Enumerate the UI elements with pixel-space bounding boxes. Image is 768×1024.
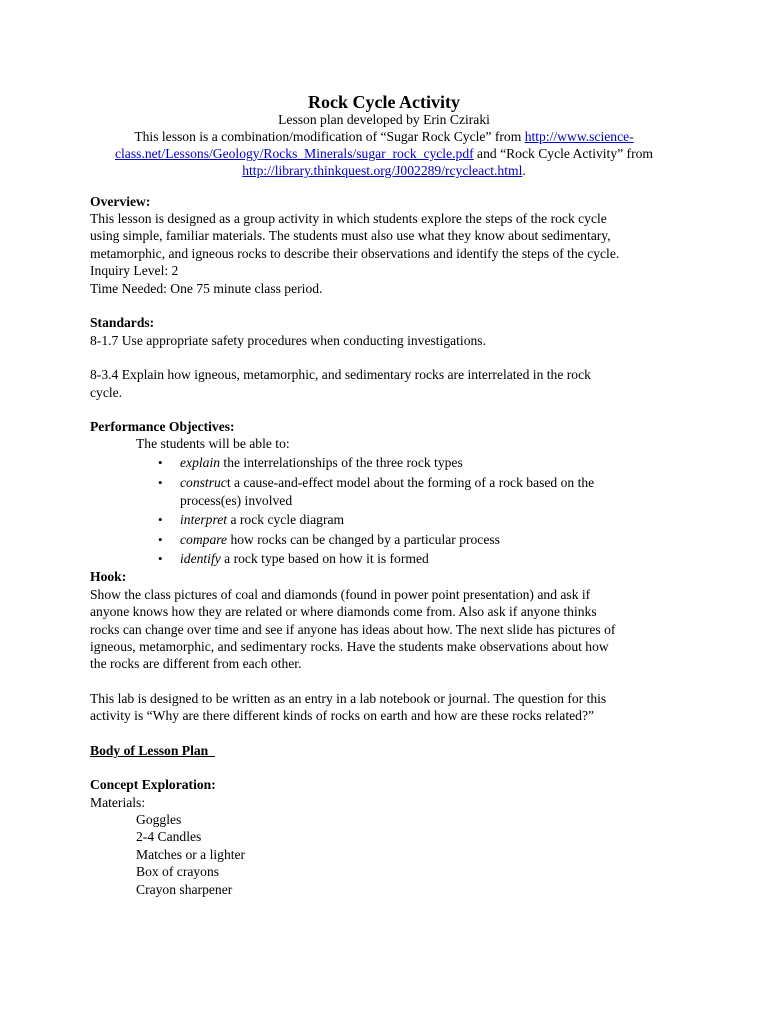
- lab-line: activity is “Why are there different kinds of rocks on earth and how are these rocks related?”: [90, 708, 595, 723]
- objective-text: the interrelationships of the three rock types: [220, 455, 463, 470]
- thinkquest-link[interactable]: http://library.thinkquest.org/J002289/rcycleact.html: [242, 163, 523, 178]
- overview-line: using simple, familiar materials. The students must also use what they know about sedimentary,: [90, 228, 611, 243]
- material-item: Matches or a lighter: [136, 847, 246, 862]
- time-needed: Time Needed: One 75 minute class period.: [90, 281, 323, 296]
- objective-item: [180, 454, 463, 471]
- intro-line-1: [0, 128, 768, 145]
- sugar-rock-link-part2[interactable]: class.net/Lessons/Geology/Rocks_Minerals/sugar_rock_cycle.pdf: [115, 146, 474, 161]
- overview-heading: Overview:: [90, 194, 151, 209]
- hook-line: igneous, metamorphic, and sedimentary rocks. Have the students make observations about how: [90, 639, 609, 654]
- material-item: Box of crayons: [136, 864, 220, 879]
- bullet-marker: •: [158, 475, 163, 490]
- objective-text: a rock type based on how it is formed: [220, 551, 429, 566]
- document-title: Rock Cycle Activity: [308, 92, 460, 112]
- standards-heading: Standards:: [90, 315, 155, 330]
- intro-text-1: This lesson is a combination/modification of “Sugar Rock Cycle” from: [134, 129, 525, 144]
- objective-verb: explain: [180, 455, 221, 470]
- body-of-lesson-heading: Body of Lesson Plan: [90, 743, 216, 758]
- hook-line: rocks can change over time and see if anyone has ideas about how. The next slide has pictures of: [90, 622, 616, 637]
- standard-item: 8-1.7 Use appropriate safety procedures when conducting investigations.: [90, 333, 486, 348]
- overview-line: This lesson is designed as a group activity in which students explore the steps of the rock cycle: [90, 211, 607, 226]
- standard-item: 8-3.4 Explain how igneous, metamorphic, and sedimentary rocks are interrelated in the rock: [90, 367, 591, 382]
- hook-line: Show the class pictures of coal and diamonds (found in power point presentation) and ask if: [90, 587, 591, 602]
- material-item: 2-4 Candles: [136, 829, 202, 844]
- objective-verb: compare: [180, 532, 228, 547]
- intro-line-2: [0, 145, 768, 162]
- hook-line: the rocks are different from each other.: [90, 656, 302, 671]
- bullet-marker: •: [158, 512, 163, 527]
- objective-item: [180, 550, 429, 567]
- objective-text: t a cause-and-effect model about the forming of a rock based on the: [226, 475, 595, 490]
- objective-text: how rocks can be changed by a particular process: [227, 532, 500, 547]
- hook-heading: Hook:: [90, 569, 127, 584]
- overview-line: metamorphic, and igneous rocks to describe their observations and identify the steps of the cycle.: [90, 246, 620, 261]
- intro-text-2: and “Rock Cycle Activity” from: [473, 146, 653, 161]
- objective-verb: interpret: [180, 512, 228, 527]
- concept-exploration-heading: Concept Exploration:: [90, 777, 216, 792]
- sugar-rock-link-part1[interactable]: http://www.science-: [524, 129, 634, 144]
- lab-line: This lab is designed to be written as an entry in a lab notebook or journal. The question for this: [90, 691, 607, 706]
- standard-item-continued: cycle.: [90, 385, 123, 400]
- objective-verb: construc: [180, 475, 227, 490]
- intro-text-3: .: [522, 163, 526, 178]
- bullet-marker: •: [158, 532, 163, 547]
- inquiry-level: Inquiry Level: 2: [90, 263, 179, 278]
- objective-text: a rock cycle diagram: [227, 512, 345, 527]
- objectives-intro: The students will be able to:: [136, 436, 290, 451]
- objective-item: [180, 474, 594, 491]
- material-item: Goggles: [136, 812, 182, 827]
- bullet-marker: •: [158, 455, 163, 470]
- objective-verb: identify: [180, 551, 221, 566]
- developer-line: Lesson plan developed by Erin Cziraki: [278, 112, 490, 127]
- objective-item: [180, 511, 344, 528]
- materials-label: Materials:: [90, 795, 146, 810]
- hook-line: anyone knows how they are related or where diamonds come from. Also ask if anyone thinks: [90, 604, 597, 619]
- intro-line-3: [0, 162, 768, 179]
- objective-item: [180, 531, 500, 548]
- objectives-heading: Performance Objectives:: [90, 419, 235, 434]
- material-item: Crayon sharpener: [136, 882, 233, 897]
- objective-item-continued: process(es) involved: [180, 493, 293, 508]
- bullet-marker: •: [158, 551, 163, 566]
